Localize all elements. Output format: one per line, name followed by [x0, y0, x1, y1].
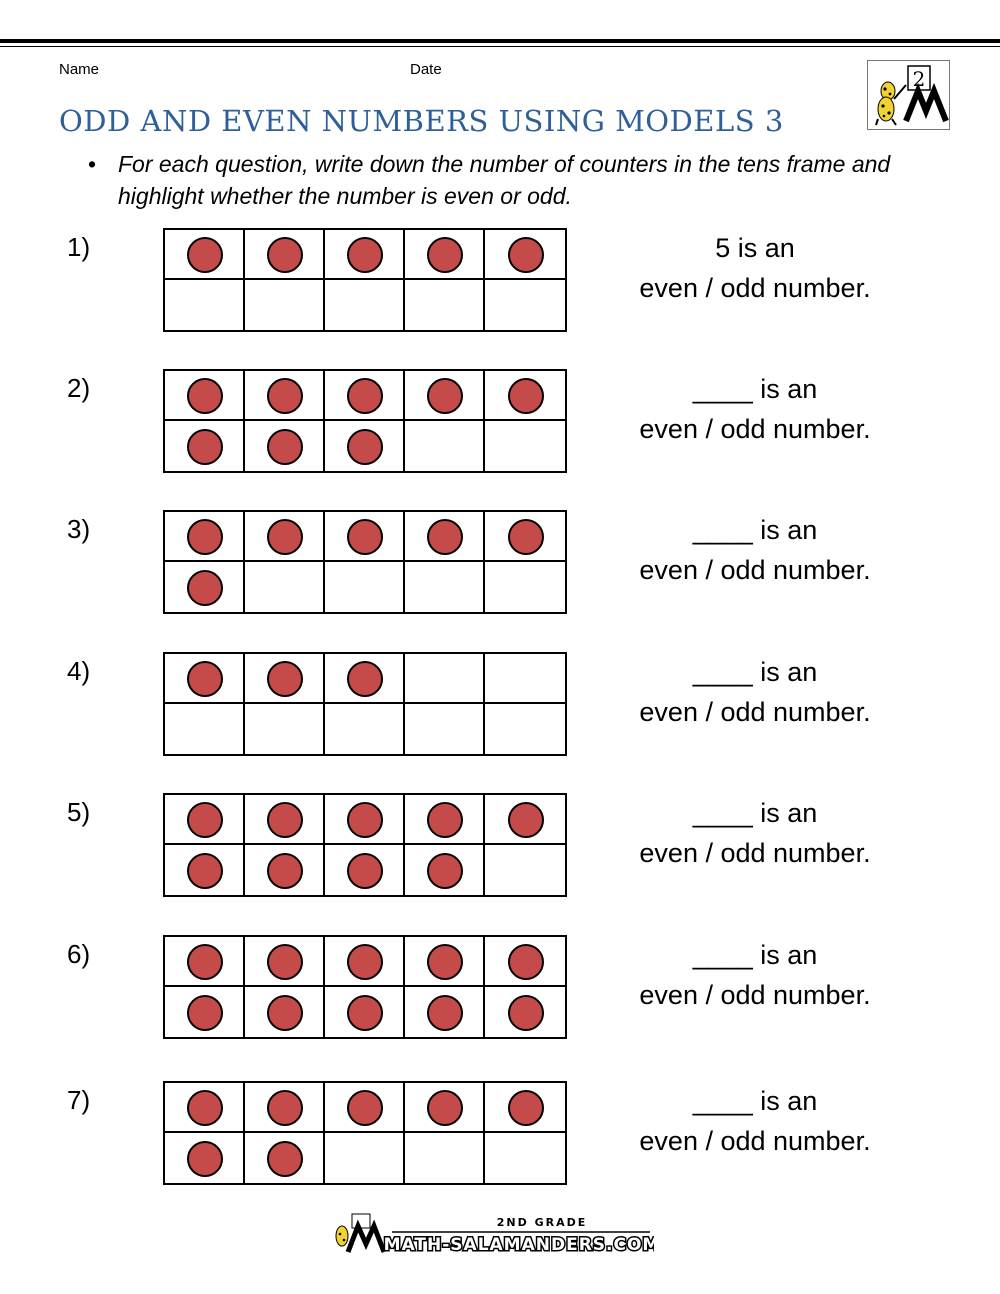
counter: [427, 853, 463, 889]
question-1: [0, 228, 1000, 328]
answer-text: [600, 369, 910, 449]
logo-grade-number: 2: [912, 67, 926, 91]
counter: [187, 944, 223, 980]
tens-frame-cell: [245, 1133, 325, 1183]
counter: [347, 378, 383, 414]
counter: [347, 944, 383, 980]
tens-frame-cell: [325, 230, 405, 280]
tens-frame-cell: [165, 371, 245, 421]
counter: [267, 429, 303, 465]
page-title: ODD AND EVEN NUMBERS USING MODELS 3: [59, 104, 784, 138]
tens-frame: [163, 793, 567, 897]
tens-frame-cell: [245, 230, 325, 280]
counter: [508, 237, 544, 273]
counter: [347, 995, 383, 1031]
tens-frame-cell: [405, 987, 485, 1037]
tens-frame: [163, 1081, 567, 1185]
question-number: 2): [67, 373, 91, 403]
footer-grade-text: 2ND GRADE: [496, 1216, 588, 1229]
tens-frame-cell: [165, 654, 245, 704]
answer-line-number: 5 is an: [715, 233, 795, 263]
counter: [187, 853, 223, 889]
answer-line-number: ____ is an: [692, 374, 818, 404]
tens-frame-cell: [325, 562, 405, 612]
answer-line-parity[interactable]: even / odd number.: [639, 980, 871, 1010]
footer-site-text: MATH-SALAMANDERS.COM: [383, 1235, 654, 1255]
top-rule: [0, 39, 1000, 43]
tens-frame-cell: [485, 512, 565, 562]
counter: [347, 237, 383, 273]
counter: [267, 237, 303, 273]
counter: [347, 1090, 383, 1126]
counter: [267, 661, 303, 697]
tens-frame-cell: [405, 421, 485, 471]
tens-frame-cell: [405, 845, 485, 895]
counter: [267, 1141, 303, 1177]
answer-line-parity[interactable]: even / odd number.: [639, 697, 871, 727]
tens-frame-cell: [165, 562, 245, 612]
counter: [427, 237, 463, 273]
answer-line-parity[interactable]: even / odd number.: [639, 1126, 871, 1156]
name-label: Name: [59, 61, 100, 78]
counter: [508, 995, 544, 1031]
counter: [427, 802, 463, 838]
tens-frame-cell: [485, 1133, 565, 1183]
question-number: 4): [67, 656, 91, 686]
tens-frame: [163, 652, 567, 756]
tens-frame: [163, 510, 567, 614]
tens-frame-cell: [405, 1133, 485, 1183]
tens-frame-cell: [485, 937, 565, 987]
counter: [508, 378, 544, 414]
answer-text: [600, 793, 910, 873]
tens-frame-cell: [485, 1083, 565, 1133]
counter: [267, 995, 303, 1031]
tens-frame-cell: [165, 795, 245, 845]
tens-frame-cell: [325, 795, 405, 845]
tens-frame-cell: [485, 704, 565, 754]
tens-frame-cell: [485, 421, 565, 471]
question-7: [0, 1081, 1000, 1181]
tens-frame-cell: [245, 1083, 325, 1133]
tens-frame-cell: [165, 1133, 245, 1183]
tens-frame-cell: [245, 654, 325, 704]
question-number: 7): [67, 1085, 91, 1115]
counter: [347, 802, 383, 838]
tens-frame-cell: [485, 845, 565, 895]
question-number: 6): [67, 939, 91, 969]
answer-line-parity[interactable]: even / odd number.: [639, 555, 871, 585]
tens-frame-cell: [245, 421, 325, 471]
question-2: [0, 369, 1000, 469]
question-3: [0, 510, 1000, 610]
counter: [187, 995, 223, 1031]
tens-frame-cell: [165, 987, 245, 1037]
counter: [267, 802, 303, 838]
counter: [187, 429, 223, 465]
answer-text: [600, 228, 910, 308]
counter: [267, 1090, 303, 1126]
tens-frame-cell: [165, 704, 245, 754]
tens-frame-cell: [245, 845, 325, 895]
counter: [187, 378, 223, 414]
tens-frame: [163, 228, 567, 332]
tens-frame-cell: [405, 795, 485, 845]
counter: [427, 519, 463, 555]
question-6: [0, 935, 1000, 1035]
tens-frame-cell: [405, 1083, 485, 1133]
counter: [187, 237, 223, 273]
tens-frame-cell: [165, 1083, 245, 1133]
counter: [347, 519, 383, 555]
answer-text: [600, 510, 910, 590]
tens-frame-cell: [245, 280, 325, 330]
tens-frame-cell: [245, 795, 325, 845]
footer-logo: [332, 1212, 654, 1256]
answer-text: [600, 1081, 910, 1161]
salamander-logo: [867, 60, 950, 130]
counter: [187, 570, 223, 606]
tens-frame-cell: [405, 280, 485, 330]
counter: [347, 853, 383, 889]
counter: [187, 1141, 223, 1177]
counter: [187, 1090, 223, 1126]
counter: [347, 429, 383, 465]
tens-frame-cell: [405, 654, 485, 704]
tens-frame-cell: [325, 371, 405, 421]
tens-frame-cell: [325, 280, 405, 330]
tens-frame-cell: [485, 371, 565, 421]
tens-frame-cell: [325, 937, 405, 987]
tens-frame-cell: [245, 704, 325, 754]
tens-frame-cell: [165, 421, 245, 471]
tens-frame-cell: [405, 704, 485, 754]
answer-line-parity[interactable]: even / odd number.: [639, 273, 871, 303]
instruction-text: For each question, write down the number of counters in the tens frame and highlight whether the number is even or odd.: [118, 151, 891, 209]
counter: [267, 944, 303, 980]
answer-line-number: ____ is an: [692, 515, 818, 545]
counter: [267, 378, 303, 414]
counter: [427, 944, 463, 980]
question-number: 5): [67, 797, 91, 827]
tens-frame-cell: [485, 795, 565, 845]
question-5: [0, 793, 1000, 893]
answer-line-parity[interactable]: even / odd number.: [639, 414, 871, 444]
counter: [508, 519, 544, 555]
tens-frame-cell: [405, 937, 485, 987]
tens-frame-cell: [165, 937, 245, 987]
tens-frame-cell: [485, 230, 565, 280]
bullet-icon: •: [88, 151, 97, 177]
tens-frame-cell: [165, 230, 245, 280]
tens-frame-cell: [405, 512, 485, 562]
tens-frame-cell: [485, 987, 565, 1037]
tens-frame-cell: [325, 845, 405, 895]
question-number: 3): [67, 514, 91, 544]
tens-frame-cell: [325, 512, 405, 562]
tens-frame-cell: [165, 845, 245, 895]
counter: [347, 661, 383, 697]
answer-line-number: ____ is an: [692, 657, 818, 687]
date-label: Date: [410, 61, 442, 78]
counter: [267, 519, 303, 555]
answer-text: [600, 652, 910, 732]
counter: [187, 802, 223, 838]
tens-frame-cell: [245, 937, 325, 987]
counter: [427, 995, 463, 1031]
tens-frame-cell: [245, 512, 325, 562]
tens-frame-cell: [485, 562, 565, 612]
tens-frame-cell: [325, 1083, 405, 1133]
answer-line-number: ____ is an: [692, 1086, 818, 1116]
tens-frame-cell: [325, 654, 405, 704]
counter: [508, 944, 544, 980]
tens-frame-cell: [405, 230, 485, 280]
counter: [267, 853, 303, 889]
tens-frame-cell: [485, 280, 565, 330]
tens-frame-cell: [245, 371, 325, 421]
counter: [508, 802, 544, 838]
tens-frame-cell: [325, 421, 405, 471]
question-number: 1): [67, 232, 91, 262]
top-rule-thin: [0, 46, 1000, 47]
counter: [427, 378, 463, 414]
tens-frame-cell: [325, 704, 405, 754]
counter: [427, 1090, 463, 1126]
counter: [508, 1090, 544, 1126]
tens-frame-cell: [325, 1133, 405, 1183]
tens-frame: [163, 935, 567, 1039]
tens-frame-cell: [405, 562, 485, 612]
tens-frame-cell: [245, 562, 325, 612]
answer-line-number: ____ is an: [692, 940, 818, 970]
tens-frame-cell: [165, 280, 245, 330]
counter: [187, 661, 223, 697]
question-4: [0, 652, 1000, 752]
answer-text: [600, 935, 910, 1015]
tens-frame-cell: [405, 371, 485, 421]
answer-line-number: ____ is an: [692, 798, 818, 828]
tens-frame-cell: [485, 654, 565, 704]
counter: [187, 519, 223, 555]
answer-line-parity[interactable]: even / odd number.: [639, 838, 871, 868]
tens-frame: [163, 369, 567, 473]
tens-frame-cell: [245, 987, 325, 1037]
tens-frame-cell: [165, 512, 245, 562]
tens-frame-cell: [325, 987, 405, 1037]
